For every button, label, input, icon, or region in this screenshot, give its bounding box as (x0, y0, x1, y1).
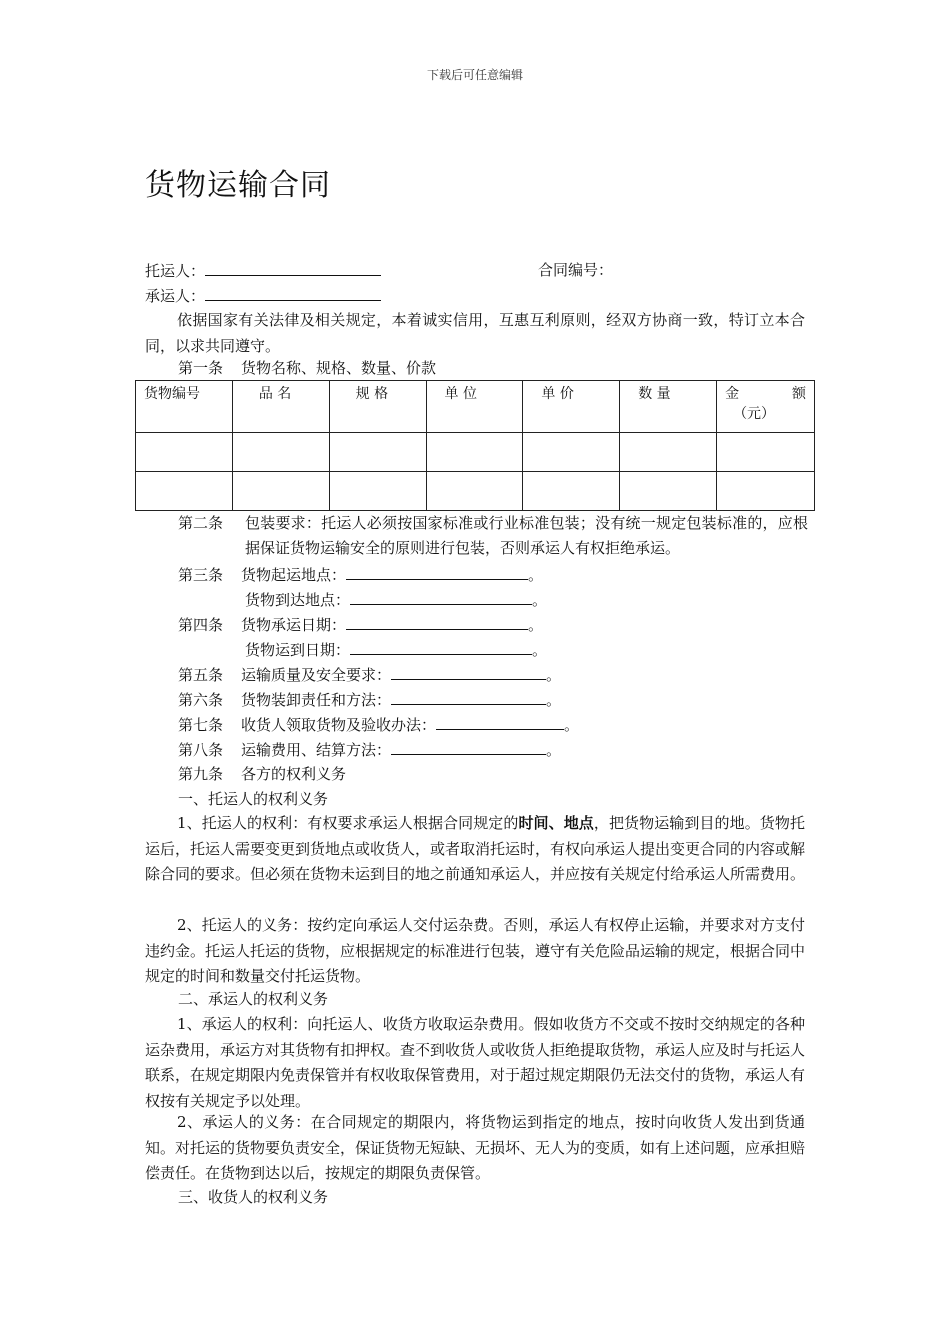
table-cell[interactable] (620, 472, 717, 511)
table-cell[interactable] (329, 433, 426, 472)
period: 。 (528, 566, 544, 584)
article-3-destination (245, 587, 547, 613)
goods-table (135, 380, 815, 511)
article-4-arrival (245, 637, 547, 663)
section-2-paragraph-1: 1、承运人的权利：向托运人、收货方收取运杂费用。假如收货方不交或不按时交纳规定的各种运杂费用，承运方对其货物有扣押权。查不到收货人或收货人拒绝提取货物，承运人应及时与托运人联系，在规定期限内免责保管并有权收取保管费用，对于超过规定期限仍无法交付的货物，承运人有权按有关规定予以处理。 (145, 1015, 806, 1110)
article-4-num: 第四条 (178, 616, 224, 634)
section-2-paragraph-2: 2、承运人的义务：在合同规定的期限内，将货物运到指定的地点，按时向收货人发出到货通知。对托运的货物要负责安全，保证货物无短缺、无损坏、无人为的变质，如有上述问题，应承担赔偿责任。在货物到达以后，按规定的期限负责保管。 (145, 1113, 806, 1182)
period: 。 (546, 666, 562, 684)
carrier-label: 承运人： (145, 287, 206, 305)
col-spec: 规 格 (329, 381, 426, 433)
section-1-p1-bold: 时间、地点 (518, 814, 594, 832)
section-1-p1-before: 1、托运人的权利：有权要求承运人根据合同规定的 (177, 814, 519, 832)
document-title: 货物运输合同 (145, 168, 331, 203)
col-amount (717, 381, 815, 433)
article-9-text: 各方的权利义务 (241, 765, 347, 783)
article-4 (178, 612, 543, 638)
page-header-note: 下载后可任意编辑 (426, 68, 523, 82)
section-3-heading: 三、收货人的权利义务 (178, 1188, 329, 1206)
section-1-p1-after: ，把货物运输到目的地。货物托运后，托运人需要变更到货地点或收货人，或者取消托运时，有权向承运人提出变更合同的内容或解除合同的要求。但必须在货物未运到目的地之前通知承运人，并应按有关规定付给承运人所需费用。 (145, 814, 806, 883)
col-unit: 单 位 (426, 381, 523, 433)
article-7-text: 收货人领取货物及验收办法： (241, 716, 437, 734)
section-2-heading: 二、承运人的权利义务 (178, 990, 329, 1008)
article-6-text: 货物装卸责任和方法： (241, 691, 392, 709)
article-9-num: 第九条 (178, 765, 224, 783)
col-product-name: 品 名 (232, 381, 329, 433)
table-cell[interactable] (329, 472, 426, 511)
table-cell[interactable] (232, 472, 329, 511)
table-cell[interactable] (523, 472, 620, 511)
table-cell[interactable] (426, 472, 523, 511)
shipper-blank[interactable] (205, 258, 381, 276)
receipt-blank[interactable] (436, 712, 564, 730)
article-1 (178, 356, 436, 381)
table-cell[interactable] (620, 433, 717, 472)
table-row (136, 433, 815, 472)
article-2-num: 第二条 (178, 514, 224, 532)
article-3-line2: 货物到达地点： (245, 591, 351, 609)
section-1-paragraph-1 (145, 811, 805, 888)
article-5-num: 第五条 (178, 666, 224, 684)
goods-table-header-row (136, 381, 815, 433)
article-4-line2: 货物运到日期： (245, 641, 351, 659)
article-6-num: 第六条 (178, 691, 224, 709)
shipper-label: 托运人： (145, 262, 206, 280)
period: 。 (532, 591, 548, 609)
article-8 (178, 737, 561, 763)
ship-date-blank[interactable] (346, 612, 528, 630)
col-amount-unit: （元） (733, 406, 776, 422)
article-2-text: 包装要求：托运人必须按国家标准或行业标准包装；没有统一规定包装标准的，应根据保证货物运输安全的原则进行包装，否则承运人有权拒绝承运。 (245, 514, 808, 557)
quality-blank[interactable] (391, 662, 546, 680)
col-unit-price: 单 价 (523, 381, 620, 433)
shipper-line (145, 258, 381, 284)
article-5-text: 运输质量及安全要求： (241, 666, 392, 684)
article-3 (178, 562, 543, 588)
period: 。 (564, 716, 580, 734)
section-1-paragraph-2: 2、托运人的义务：按约定向承运人交付运杂费。否则，承运人有权停止运输，并要求对方支付违约金。托运人托运的货物，应根据规定的标准进行包装，遵守有关危险品运输的规定，根据合同中规定的时间和数量交付托运货物。 (145, 916, 806, 985)
article-6 (178, 687, 561, 713)
article-3-num: 第三条 (178, 566, 224, 584)
article-7 (178, 712, 579, 738)
period: 。 (532, 641, 548, 659)
fee-blank[interactable] (391, 737, 546, 755)
destination-blank[interactable] (350, 587, 532, 605)
period: 。 (546, 691, 562, 709)
table-cell[interactable] (717, 433, 815, 472)
article-1-text: 货物名称、规格、数量、价款 (241, 359, 437, 377)
table-cell[interactable] (136, 472, 233, 511)
article-3-line1: 货物起运地点： (241, 566, 347, 584)
arrival-date-blank[interactable] (350, 637, 532, 655)
carrier-blank[interactable] (205, 283, 381, 301)
table-cell[interactable] (426, 433, 523, 472)
col-goods-no: 货物编号 (136, 381, 233, 433)
table-cell[interactable] (136, 433, 233, 472)
col-amount-top-left: 金 (725, 386, 740, 402)
table-cell[interactable] (717, 472, 815, 511)
article-7-num: 第七条 (178, 716, 224, 734)
article-8-num: 第八条 (178, 741, 224, 759)
article-5 (178, 662, 561, 688)
section-1-heading: 一、托运人的权利义务 (178, 790, 329, 808)
contract-no-label: 合同编号： (538, 261, 614, 279)
loading-blank[interactable] (391, 687, 546, 705)
article-1-num: 第一条 (178, 359, 224, 377)
col-quantity: 数 量 (620, 381, 717, 433)
table-row (136, 472, 815, 511)
origin-blank[interactable] (346, 562, 528, 580)
period: 。 (546, 741, 562, 759)
article-2 (178, 511, 808, 561)
table-cell[interactable] (523, 433, 620, 472)
table-cell[interactable] (232, 433, 329, 472)
period: 。 (528, 616, 544, 634)
article-4-line1: 货物承运日期： (241, 616, 347, 634)
preamble-paragraph: 依据国家有关法律及相关规定，本着诚实信用，互惠互利原则，经双方协商一致，特订立本合同，以求共同遵守。 (145, 311, 805, 355)
article-8-text: 运输费用、结算方法： (241, 741, 392, 759)
col-amount-top-right: 额 (792, 386, 806, 402)
carrier-line (145, 283, 381, 309)
article-9 (178, 762, 346, 787)
